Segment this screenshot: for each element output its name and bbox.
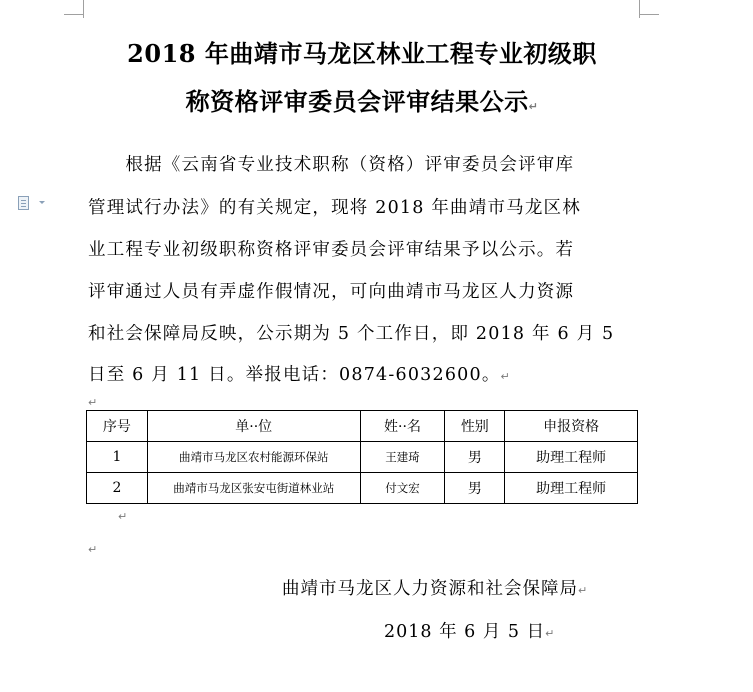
document-icon — [18, 196, 29, 210]
header-index: 序号 — [87, 411, 148, 442]
cell-gender: 男 — [445, 473, 505, 504]
cell-unit: 曲靖市马龙区农村能源环保站 — [147, 442, 360, 473]
signature-organization — [282, 575, 588, 600]
table-row — [87, 473, 638, 504]
document-title-line-2 — [86, 82, 638, 117]
paragraph-mark: ↵ — [578, 584, 589, 597]
paragraph-mark: ↵ — [545, 627, 556, 640]
body-line-6-text: 日至 6 月 11 日。举报电话：0874-6032600。 — [88, 365, 501, 385]
organization-text: 曲靖市马龙区人力资源和社会保障局 — [282, 579, 578, 599]
crop-mark-right-horizontal — [639, 14, 659, 15]
document-title-line-1 — [86, 34, 638, 69]
crop-mark-left-horizontal — [64, 14, 84, 15]
header-gender: 性别 — [445, 411, 505, 442]
paragraph-mark: ↵ — [528, 100, 539, 113]
cell-index: 2 — [87, 473, 148, 504]
body-line-6 — [88, 361, 511, 386]
table-header-row — [87, 411, 638, 442]
paragraph-mark: ↵ — [500, 370, 511, 383]
cell-index: 1 — [87, 442, 148, 473]
crop-mark-left-vertical — [83, 0, 84, 18]
cell-unit: 曲靖市马龙区张安屯街道林业站 — [147, 473, 360, 504]
header-qualification: 申报资格 — [505, 411, 638, 442]
crop-mark-right-vertical — [639, 0, 640, 18]
body-line-1: 根据《云南省专业技术职称（资格）评审委员会评审库 — [88, 155, 575, 175]
cell-name: 王建琦 — [360, 442, 445, 473]
paragraph-options-icon[interactable] — [18, 196, 32, 210]
header-name: 姓··名 — [360, 411, 445, 442]
table-row — [87, 442, 638, 473]
title-text-1: 2018 年曲靖市马龙区林业工程专业初级职 — [127, 39, 597, 68]
cell-gender: 男 — [445, 442, 505, 473]
cell-qualification: 助理工程师 — [505, 442, 638, 473]
body-line-2: 管理试行办法》的有关规定，现将 2018 年曲靖市马龙区林 — [88, 198, 581, 218]
paragraph-mark: ↵ — [88, 396, 98, 409]
date-text: 2018 年 6 月 5 日 — [384, 622, 546, 642]
body-line-3: 业工程专业初级职称资格评审委员会评审结果予以公示。若 — [88, 240, 575, 260]
chevron-down-icon — [39, 201, 45, 204]
cell-qualification: 助理工程师 — [505, 473, 638, 504]
cell-name: 付文宏 — [360, 473, 445, 504]
paragraph-mark: ↵ — [88, 543, 98, 556]
body-line-5: 和社会保障局反映，公示期为 5 个工作日，即 2018 年 6 月 5 — [88, 324, 615, 344]
paragraph-mark: ↵ — [118, 510, 128, 523]
signature-date — [384, 618, 555, 643]
body-line-4: 评审通过人员有弄虚作假情况，可向曲靖市马龙区人力资源 — [88, 282, 575, 302]
title-text-2: 称资格评审委员会评审结果公示 — [185, 87, 529, 116]
header-unit: 单··位 — [147, 411, 360, 442]
results-table — [86, 410, 638, 504]
